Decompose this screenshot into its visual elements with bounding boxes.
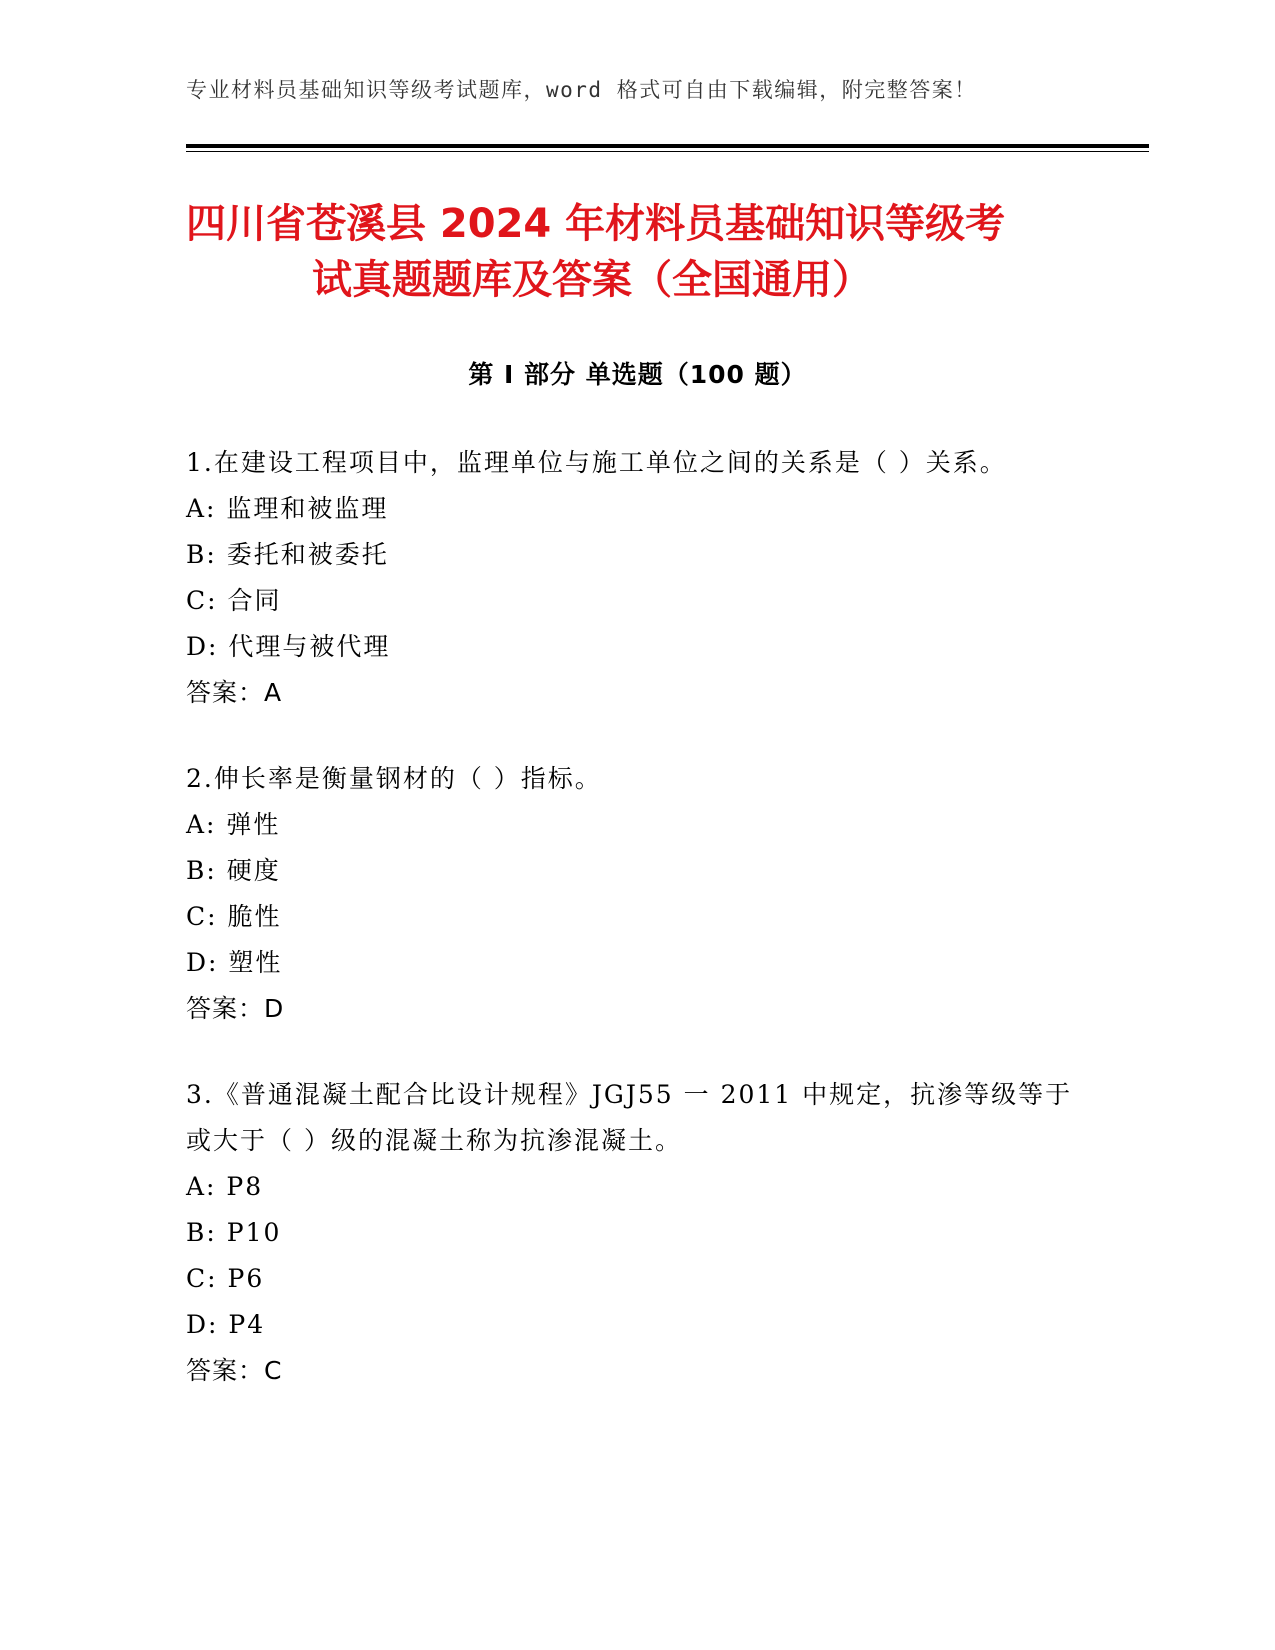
question-stem: 1.在建设工程项目中，监理单位与施工单位之间的关系是（ ）关系。 xyxy=(186,448,1007,477)
document-title-line-2: 试真题题库及答案（全国通用） xyxy=(312,257,872,303)
question-list xyxy=(186,440,1086,1434)
question-stem: 2.伸长率是衡量钢材的（ ）指标。 xyxy=(186,764,602,793)
option-d: D: 塑性 xyxy=(186,948,283,977)
option-b: B: P10 xyxy=(186,1218,282,1247)
answer: 答案：A xyxy=(186,678,283,707)
option-c: C: 脆性 xyxy=(186,902,282,931)
question-stem: 3.《普通混凝土配合比设计规程》JGJ55 一 2011 中规定，抗渗等级等于或大于（ ）级的混凝土称为抗渗混凝土。 xyxy=(186,1080,1073,1155)
answer: 答案：D xyxy=(186,994,285,1023)
option-c: C: 合同 xyxy=(186,586,282,615)
question-3 xyxy=(186,1072,1086,1394)
option-d: D: P4 xyxy=(186,1310,266,1339)
option-b: B: 委托和被委托 xyxy=(186,540,389,569)
header-rule-thin xyxy=(186,151,1149,152)
option-b: B: 硬度 xyxy=(186,856,281,885)
option-c: C: P6 xyxy=(186,1264,265,1293)
option-a: A: 弹性 xyxy=(186,810,281,839)
option-a: A: 监理和被监理 xyxy=(186,494,389,523)
document-title xyxy=(186,196,1086,308)
document-title-line-1: 四川省苍溪县 2024 年材料员基础知识等级考 xyxy=(186,201,1006,247)
option-d: D: 代理与被代理 xyxy=(186,632,391,661)
question-1 xyxy=(186,440,1086,716)
header-note: 专业材料员基础知识等级考试题库，word 格式可自由下载编辑，附完整答案！ xyxy=(186,78,977,102)
question-2 xyxy=(186,756,1086,1032)
answer: 答案：C xyxy=(186,1356,283,1385)
header-rule-thick xyxy=(186,144,1149,148)
option-a: A: P8 xyxy=(186,1172,264,1201)
section-title: 第 I 部分 单选题（100 题） xyxy=(468,360,807,389)
